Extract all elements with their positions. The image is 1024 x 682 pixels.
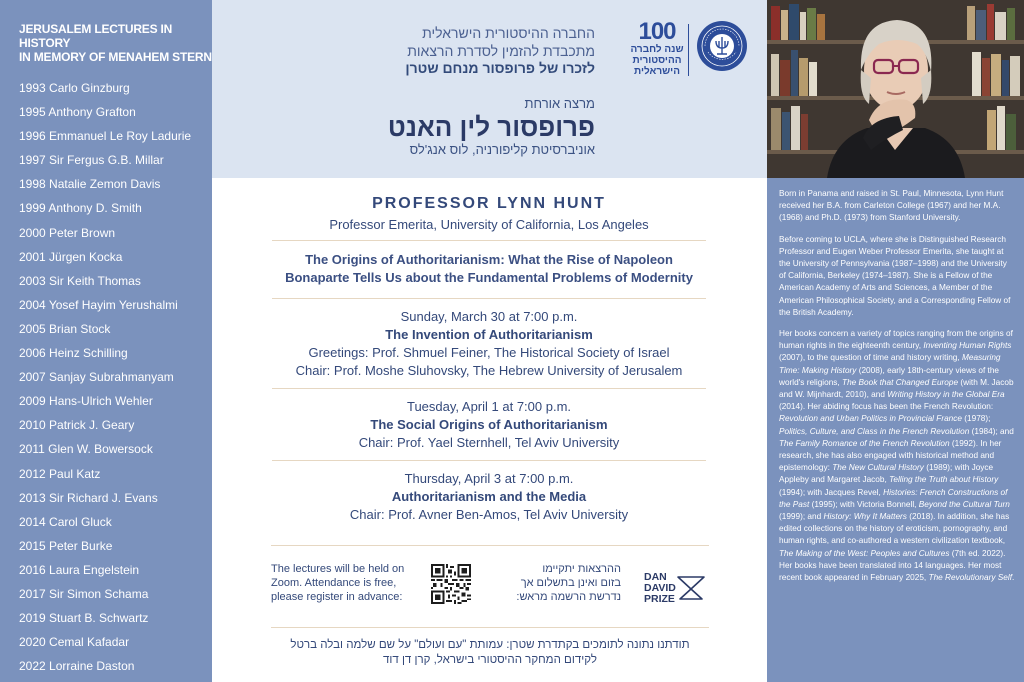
zoom-he-line1: ההרצאות יתקיימו (542, 563, 621, 575)
lecturer-item: 2013 Sir Richard J. Evans (19, 490, 158, 505)
zoom-en-line3: please register in advance: (271, 591, 403, 603)
lecturer-item: 2003 Sir Keith Thomas (19, 273, 141, 288)
prize-word2: DAVID (644, 582, 676, 594)
bio-text: (2018). In addition, she has edited collections on the history of eroticism, pornography, and human rights, and co-authored a western civilization textbook, (779, 512, 1010, 546)
acknowledgement-line2: לקידום המחקר ההיסטורי בישראל, קרן דן דוד (383, 654, 597, 666)
series-title (19, 22, 212, 64)
hebrew-header (212, 0, 767, 178)
bio-text: (1978); (964, 414, 991, 424)
series-lecture-title-line1: The Origins of Authoritarianism: What the Rise of Napoleon (305, 252, 673, 267)
registration-qr-code-icon[interactable] (431, 564, 471, 604)
bio-text: (1994); with Jacques Revel, (779, 487, 881, 497)
book-title: Politics, Culture, and Class in the French Revolution (779, 426, 970, 436)
invitation-text (265, 25, 595, 78)
session-title: Authoritarianism and the Media (391, 489, 587, 504)
lecturer-item: 2016 Laura Engelstein (19, 562, 140, 577)
guest-name-hebrew: פרופסור לין האנט (387, 112, 595, 142)
series-lecture-title (272, 241, 706, 298)
invitation-line3: לזכרו של פרופסור מנחם שטרן (405, 60, 595, 76)
session-date: Sunday, March 30 at 7:00 p.m. (400, 309, 578, 324)
prize-word3: PRIZE (644, 593, 675, 605)
bio-text: . (1012, 573, 1015, 583)
speaker-name: PROFESSOR LYNN HUNT (372, 195, 606, 212)
series-title-line1: JERUSALEM LECTURES IN HISTORY (19, 22, 173, 50)
bio-paragraph-3 (779, 328, 1015, 584)
session-title: The Invention of Authoritarianism (385, 327, 593, 342)
bio-text: (7th ed. 2022). Her books have been translated into 14 languages. Her most recent book appeared in February 2025, (779, 548, 1006, 583)
speaker-affiliation: Professor Emerita, University of California, Los Angeles (329, 217, 649, 232)
lecturer-list (19, 76, 212, 678)
lecturer-item: 2012 Paul Katz (19, 466, 101, 481)
centennial-sub3: הישראלית (634, 66, 680, 77)
book-title: Inventing Human Rights (923, 341, 1012, 351)
hourglass-icon (676, 575, 706, 601)
bio-text: (1989); with Joyce Appleby and Margaret Jacob, (779, 463, 994, 485)
zoom-he-line3: נדרשת הרשמה מראש: (516, 591, 621, 603)
bio-text: (1984); and (971, 426, 1014, 436)
past-lecturers-panel (0, 0, 212, 682)
centennial-logo (628, 20, 686, 77)
lecturer-item: 1999 Anthony D. Smith (19, 201, 142, 216)
registration-row (271, 545, 709, 623)
lecturer-item: 2014 Carol Gluck (19, 514, 112, 529)
book-title: History: Why It Matters (823, 512, 907, 522)
lecturer-item: 2019 Stuart B. Schwartz (19, 611, 149, 626)
book-title: The New Cultural History (832, 463, 924, 473)
zoom-he-line2: בזום ואינן בתשלום אך (520, 577, 621, 589)
session-2 (272, 389, 706, 460)
lecturer-item: 1993 Carlo Ginzburg (19, 81, 130, 95)
session-title: The Social Origins of Authoritarianism (370, 417, 608, 432)
session-date: Thursday, April 3 at 7:00 p.m. (404, 471, 574, 486)
invitation-line2: מתכבדת להזמין לסדרת הרצאות (407, 42, 595, 59)
session-1 (272, 299, 706, 388)
logo-divider (688, 24, 689, 76)
bio-text: (2008), early 18th-century views of the world's religions, (779, 365, 1000, 387)
centennial-sub1: שנה לחברה (630, 44, 684, 55)
lecturer-item: 2022 Lorraine Daston (19, 659, 135, 674)
series-title-line2: IN MEMORY OF MENAHEM STERN (19, 50, 212, 64)
session-3 (272, 461, 706, 532)
lecturer-item: 2009 Hans-Ulrich Wehler (19, 394, 153, 409)
lecturer-item: 2005 Brian Stock (19, 321, 111, 336)
prize-word1: DAN (644, 571, 667, 583)
book-title: The Book that Changed Europe (842, 377, 959, 387)
series-lecture-title-line2: Bonaparte Tells Us about the Fundamental Problems of Modernity (285, 270, 693, 285)
biography-text (779, 188, 1015, 593)
bio-text: (with M. Jacob and W. Mijnhardt, 2010), and (779, 377, 1014, 400)
acknowledgement (252, 638, 728, 668)
book-title: Histories: French Constructions of the Past (779, 487, 1008, 509)
invitation-line1: החברה ההיסטורית הישראלית (422, 25, 595, 41)
book-title: The Making of the West: Peoples and Cultures (779, 548, 950, 558)
lecturer-item: 2020 Cemal Kafadar (19, 635, 130, 650)
zoom-info-english (271, 562, 411, 604)
lecturer-item: 2007 Sanjay Subrahmanyam (19, 370, 174, 385)
zoom-info-hebrew (499, 562, 621, 604)
book-title: Beyond the Cultural Turn (918, 499, 1010, 509)
lecturer-item: 2006 Heinz Schilling (19, 346, 128, 361)
bio-paragraph-1: Born in Panama and raised in St. Paul, Minnesota, Lynn Hunt received her B.A. from Carleton College (1967) and her M.A. (1968) and Ph.D. (1973) from Stanford University. (779, 189, 1004, 223)
book-title: The Family Romance of the French Revolution (779, 438, 950, 448)
zoom-en-line1: The lectures will be held on (271, 563, 405, 575)
acknowledgement-line1: תודתנו נתונה לתומכים בקתדרת שטרן: עמותת "עם ועולם" על שם שלמה ובלה ברטל (290, 639, 690, 651)
zoom-en-line2: Zoom. Attendance is free, (271, 577, 397, 589)
biography-panel (767, 0, 1024, 682)
lecturer-item: 2011 Glen W. Bowersock (19, 442, 153, 457)
guest-label: מרצה אורחת (524, 96, 595, 111)
bio-text: (2014). Her abiding focus has been the French Revolution: (779, 402, 994, 412)
separator (271, 545, 709, 546)
book-title: Revolution and Urban Politics in Provincial France (779, 414, 962, 424)
session-chair: Chair: Prof. Yael Sternhell, Tel Aviv University (358, 435, 620, 450)
lecturer-item: 1998 Natalie Zemon Davis (19, 177, 161, 192)
separator (271, 627, 709, 628)
book-title: Measuring Time: Making History (779, 353, 1001, 375)
bio-text: (1995); with Victoria Bonnell, (811, 499, 917, 509)
book-title: Telling the Truth about History (889, 475, 999, 485)
centennial-sub2: ההיסטורית (632, 55, 682, 66)
lecture-details (272, 178, 706, 532)
bio-paragraph-2: Before coming to UCLA, where she is Distinguished Research Professor and Eugen Weber Professor Emerita, she taught at the University of Pennsylvania (1987–1998) and the University of California, Berkeley (1974–1987). She is a Fellow of the American Academy of Arts and Sciences, a Member of the American Philosophical Society, and a Corresponding Fellow of the British Academy. (779, 234, 1011, 317)
bio-text: Her books concern a variety of topics ranging from the origins of human rights in the eighteenth century, (779, 329, 1013, 351)
session-date: Tuesday, April 1 at 7:00 p.m. (406, 399, 572, 414)
centennial-number: 100 (638, 18, 676, 45)
lecturer-item: 2004 Yosef Hayim Yerushalmi (19, 297, 178, 312)
lecturer-item: 2017 Sir Simon Schama (19, 586, 149, 601)
bio-text: (2007), to the question of time and history writing, (779, 353, 960, 363)
historical-society-seal-icon (696, 20, 748, 72)
session-greetings: Greetings: Prof. Shmuel Feiner, The Historical Society of Israel (308, 345, 670, 360)
book-title: The Revolutionary Self (928, 573, 1012, 583)
lecturer-item: 2000 Peter Brown (19, 225, 116, 240)
bio-text: (1999); and (779, 512, 822, 522)
session-chair: Chair: Prof. Moshe Sluhovsky, The Hebrew University of Jerusalem (295, 363, 683, 378)
lecturer-item: 1996 Emmanuel Le Roy Ladurie (19, 129, 192, 144)
invitation-panel (212, 0, 767, 682)
lecturer-item: 2001 Jürgen Kocka (19, 249, 123, 264)
lecturer-item: 2015 Peter Burke (19, 538, 113, 553)
book-title: Writing History in the Global Era (887, 390, 1005, 400)
lecturer-item: 2010 Patrick J. Geary (19, 418, 135, 433)
lecturer-item: 1995 Anthony Grafton (19, 105, 136, 120)
dan-david-prize-logo (644, 572, 676, 605)
session-chair: Chair: Prof. Avner Ben-Amos, Tel Aviv University (349, 507, 629, 522)
lecturer-item: 1997 Sir Fergus G.B. Millar (19, 153, 164, 168)
bio-text: (1992). In her research, she has also engaged with historical method and epistemology: (779, 438, 1002, 473)
speaker-portrait-photo (767, 0, 1024, 178)
guest-affiliation-hebrew: אוניברסיטת קליפורניה, לוס אנג'לס (409, 142, 595, 157)
